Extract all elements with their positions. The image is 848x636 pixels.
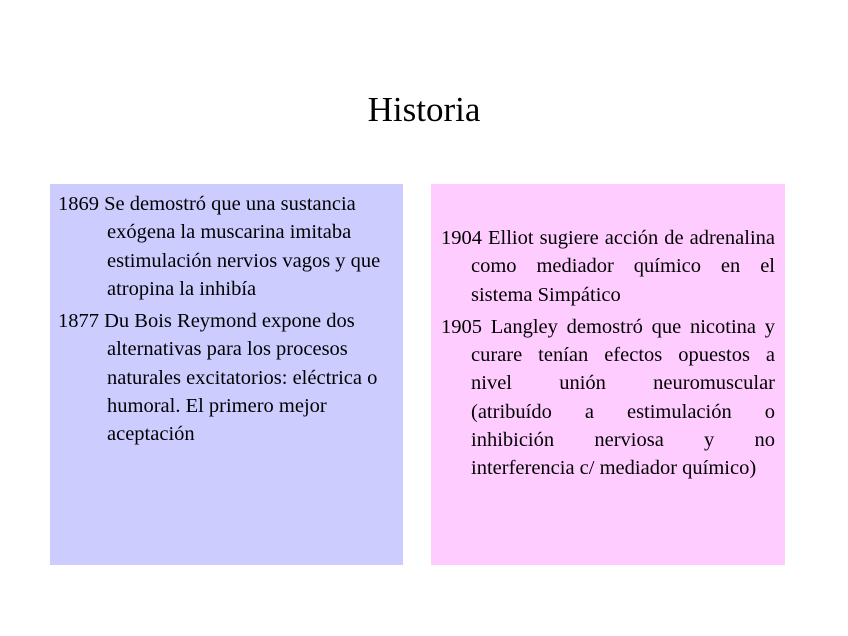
entry-1904: 1904 Elliot sugiere acción de adrenalina como mediador químico en el sistema Simpático — [441, 227, 775, 306]
entry-1905: 1905 Langley demostró que nicotina y curare tenían efectos opuestos a nivel unión neuromuscular (atribuído a estimulación o inhibición nerviosa y no interferencia c/ mediador químico) — [441, 315, 775, 480]
slide-title: Historia — [367, 90, 481, 129]
right-panel — [431, 184, 785, 565]
left-panel — [50, 184, 403, 565]
entry-1869: 1869 Se demostró que una sustancia exógena la muscarina imitaba estimulación nervios vagos y que atropina la inhibía — [58, 193, 381, 300]
entry-1877: 1877 Du Bois Reymond expone dos alternativas para los procesos naturales excitatorios: eléctrica o humoral. El primero mejor aceptación — [58, 310, 378, 446]
